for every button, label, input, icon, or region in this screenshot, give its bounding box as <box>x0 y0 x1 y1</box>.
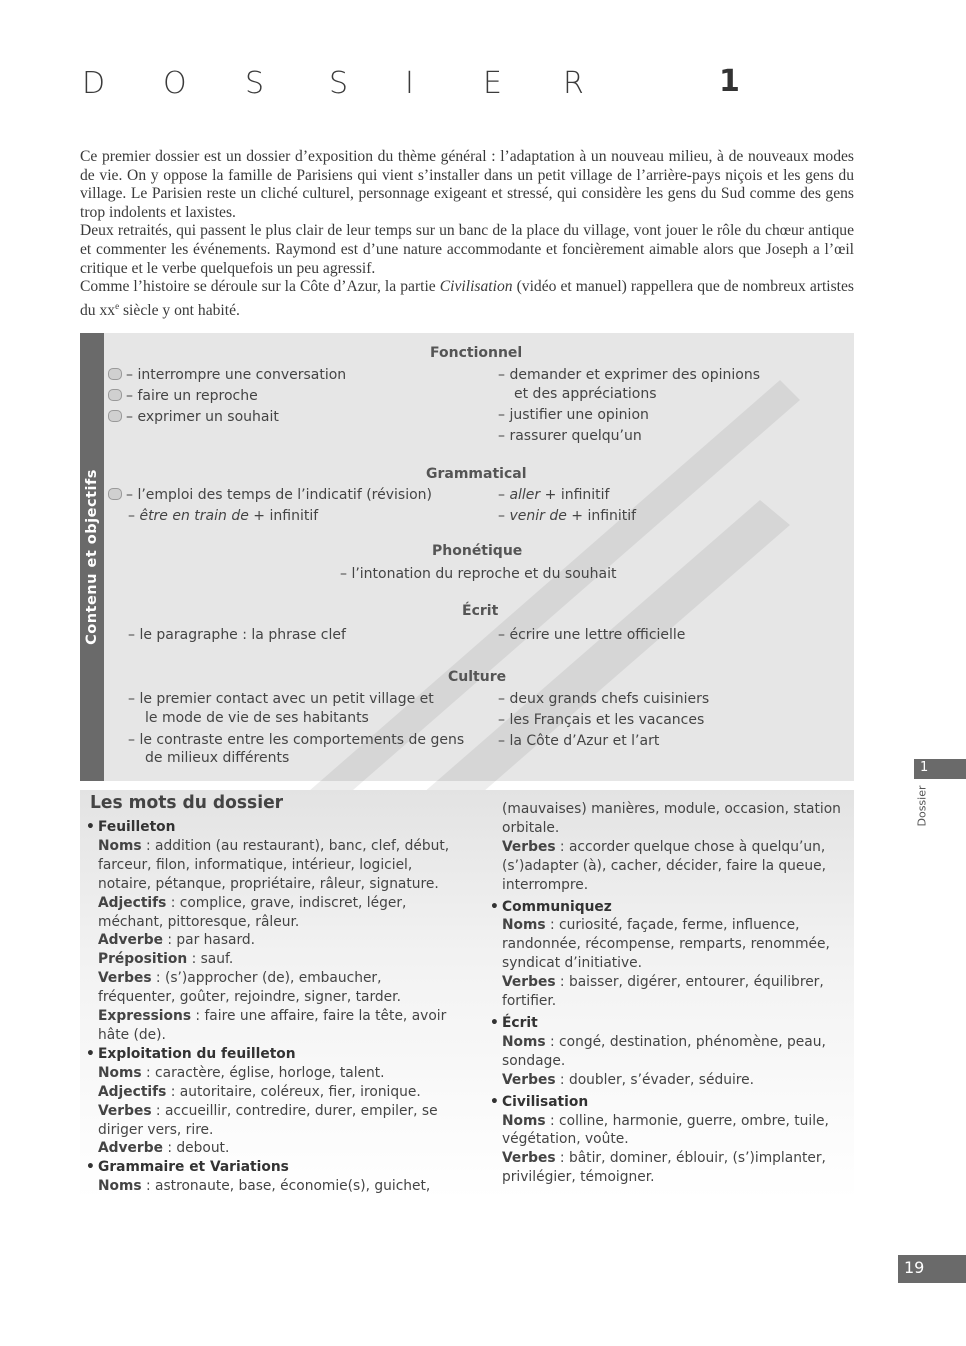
title-letter: D <box>82 66 106 101</box>
vocabulary-entry <box>490 838 842 895</box>
objective-text: – l’emploi des temps de l’indicatif (révision) <box>126 487 432 503</box>
entry-label: Noms <box>98 837 142 854</box>
vocabulary-category: • Exploitation du feuilleton <box>86 1045 296 1062</box>
entry-text: : colline, harmonie, guerre, ombre, tuile, végétation, voûte. <box>502 1112 829 1148</box>
entry-text: : doubler, s’évader, séduire. <box>555 1071 755 1088</box>
entry-text: : congé, destination, phénomène, peau, sondage. <box>502 1033 826 1069</box>
objective-item: de milieux différents <box>145 750 290 766</box>
category-heading: Feuilleton <box>98 819 176 835</box>
title-letter: S <box>245 66 265 101</box>
objective-text: – exprimer un souhait <box>126 409 279 425</box>
entry-text: : caractère, église, horloge, talent. <box>141 1064 385 1081</box>
entry-label: Adjectifs <box>98 1083 167 1100</box>
entry-text: : astronaute, base, économie(s), guichet, <box>141 1178 431 1195</box>
entry-label: Adverbe <box>98 1140 163 1157</box>
entry-text: : complice, grave, indiscret, léger, méchant, pittoresque, râleur. <box>98 894 407 930</box>
dossier-tab-label: Dossier <box>915 785 929 827</box>
vocabulary-category: • Communiquez <box>490 898 612 915</box>
entry-text: : autoritaire, coléreux, fier, ironique. <box>166 1083 421 1100</box>
entry-label: Noms <box>98 1178 142 1195</box>
objective-text: + infinitif <box>540 487 610 503</box>
intro-text-part: (vidéo et manuel) rappellera que de nombreux artistes du xx <box>80 278 854 319</box>
entry-label: Verbes <box>502 838 556 855</box>
cd-icon <box>108 368 122 380</box>
vocabulary-entry <box>490 916 842 973</box>
objective-item: le mode de vie de ses habitants <box>145 710 369 726</box>
entry-text: : faire une affaire, faire la tête, avoir hâte (de). <box>98 1008 447 1043</box>
title-letter: O <box>163 66 187 101</box>
category-heading: Civilisation <box>502 1093 589 1110</box>
title-letter: I <box>405 66 414 101</box>
objective-item: – les Français et les vacances <box>498 712 705 728</box>
category-heading: Grammaire et Variations <box>98 1159 289 1176</box>
objective-item: – rassurer quelqu’un <box>498 428 642 444</box>
objective-italic: venir de <box>509 508 567 524</box>
entry-label: Verbes <box>98 1102 152 1119</box>
objectives-side-label: Contenu et objectifs <box>84 469 100 645</box>
vocabulary-title: Les mots du dossier <box>90 792 284 813</box>
intro-paragraph: Deux retraités, qui passent le plus clair de leur temps sur un banc de la place du village, vont jouer le rôle du chœur antique et commenter les événements. Raymond est d’une nature accommodante et foncièrement aimable alors que Joseph a l’œil critique et le verbe quelquefois un peu agressif. <box>80 222 854 277</box>
cd-icon <box>108 410 122 422</box>
entry-label: Noms <box>502 917 546 934</box>
vocabulary-entry: (mauvaises) manières, module, occasion, station orbitale. <box>502 801 841 836</box>
vocabulary-category: • Écrit <box>490 1014 538 1031</box>
objective-item: – venir de + infinitif <box>498 508 637 524</box>
vocabulary-entry <box>490 1112 842 1150</box>
vocabulary-category: • Feuilleton <box>86 819 176 835</box>
section-heading-ecrit: Écrit <box>462 603 499 619</box>
cd-icon <box>108 389 122 401</box>
entry-label: Noms <box>502 1112 546 1129</box>
intro-paragraph <box>80 278 854 320</box>
intro-text-part: Comme l’histoire se déroule sur la Côte d’Azur, la partie <box>80 278 440 296</box>
vocabulary-entry <box>86 1007 458 1045</box>
objective-item: – le paragraphe : la phrase clef <box>128 627 346 643</box>
entry-text: : accorder quelque chose à quelqu’un, (s’)adapter (à), cacher, décider, faire la queue, interrompre. <box>502 838 827 893</box>
vocabulary-entry <box>86 1102 458 1140</box>
category-heading: Exploitation du feuilleton <box>98 1045 296 1062</box>
entry-text: : bâtir, dominer, éblouir, (s’)implanter, privilégier, témoigner. <box>502 1150 826 1186</box>
dossier-tab-number: 1 <box>920 760 929 775</box>
entry-label: Verbes <box>98 970 152 987</box>
vocabulary-right-column <box>490 800 842 1187</box>
objective-item <box>108 408 279 426</box>
vocabulary-entry <box>86 894 458 932</box>
entry-text: : sauf. <box>187 951 234 968</box>
vocabulary-entry <box>86 1177 458 1196</box>
objective-item: – aller + infinitif <box>498 487 610 503</box>
entry-text: : curiosité, façade, ferme, influence, randonnée, récompense, remparts, renommée, syndicat d’initiative. <box>502 917 830 972</box>
objective-text: + infinitif <box>566 508 637 524</box>
entry-label: Préposition <box>98 951 188 968</box>
entry-label: Expressions <box>98 1008 192 1025</box>
intro-paragraph: Ce premier dossier est un dossier d’exposition du thème général : l’adaptation à un nouveau milieu, à de nouveaux modes de vie. On y oppose la famille de Parisiens qui vient s’installer dans un petit village de l’arrière-pays niçois et les gens du village. Le Parisien reste un cliché culturel, personnage exigeant et stressé, qui considère les gens du Sud comme des gens trop indolents et laxistes. <box>80 148 854 221</box>
objective-item <box>108 387 258 405</box>
title-letter: E <box>483 66 502 101</box>
category-heading: Communiquez <box>502 898 612 915</box>
objective-italic: aller <box>509 487 541 503</box>
dossier-number: 1 <box>719 64 740 99</box>
objective-item: – justifier une opinion <box>498 407 649 423</box>
vocabulary-entry <box>86 931 458 950</box>
section-heading-grammatical: Grammatical <box>426 466 527 482</box>
vocabulary-category: • Civilisation <box>490 1093 589 1110</box>
vocabulary-entry <box>86 950 458 969</box>
objective-item: – demander et exprimer des opinions <box>498 367 761 383</box>
entry-label: Verbes <box>502 1071 556 1088</box>
section-heading-phonetique: Phonétique <box>432 543 523 559</box>
title-letter: S <box>329 66 349 101</box>
entry-text: : par hasard. <box>162 932 256 949</box>
entry-label: Adjectifs <box>98 894 167 911</box>
objective-text: – faire un reproche <box>126 388 258 404</box>
entry-label: Verbes <box>502 1150 556 1167</box>
entry-text: : (s’)approcher (de), embaucher, fréquenter, goûter, rejoindre, signer, tarder. <box>98 970 401 1006</box>
objective-text: + infinitif <box>248 508 319 524</box>
objective-item <box>108 486 432 504</box>
vocabulary-entry <box>86 1064 458 1083</box>
objective-item: – écrire une lettre officielle <box>498 627 686 643</box>
objective-item <box>108 366 346 384</box>
section-heading-culture: Culture <box>448 669 507 685</box>
section-heading-fonctionnel: Fonctionnel <box>430 345 523 361</box>
entry-text: : accueillir, contredire, durer, empiler, se diriger vers, rire. <box>98 1102 438 1138</box>
entry-label: Adverbe <box>98 932 163 949</box>
intro-superscript: e <box>115 300 120 311</box>
intro-text-part: siècle y ont habité. <box>119 301 240 319</box>
vocabulary-left-column <box>86 818 458 1196</box>
vocabulary-entry <box>490 1033 842 1071</box>
vocabulary-entry <box>86 969 458 1007</box>
cd-icon <box>108 488 122 500</box>
page-number: 19 <box>904 1258 925 1277</box>
dossier-tab <box>914 759 966 779</box>
entry-label: Verbes <box>502 974 556 991</box>
vocabulary-entry <box>86 1139 458 1158</box>
entry-label: Noms <box>502 1033 546 1050</box>
vocabulary-entry <box>86 837 458 894</box>
objective-italic: être en train de <box>139 508 249 524</box>
objective-item: – le premier contact avec un petit village et <box>128 691 434 707</box>
objective-text: – interrompre une conversation <box>126 367 347 383</box>
entry-text: : debout. <box>162 1140 230 1157</box>
objective-item: – deux grands chefs cuisiniers <box>498 691 710 707</box>
objective-item: – l’intonation du reproche et du souhait <box>340 566 617 582</box>
title-letter: R <box>563 66 584 101</box>
objective-item: – le contraste entre les comportements de gens <box>128 732 465 748</box>
objective-item: – la Côte d’Azur et l’art <box>498 733 660 749</box>
objective-item: et des appréciations <box>514 386 657 402</box>
vocabulary-entry <box>490 1071 842 1090</box>
vocabulary-category: • Grammaire et Variations <box>86 1159 289 1176</box>
vocabulary-entry <box>490 973 842 1011</box>
entry-text: : addition (au restaurant), banc, clef, début, farceur, filon, informatique, intérieur, logiciel, notaire, pétanque, propriétaire, râleur, signature. <box>98 837 450 892</box>
intro-italic: Civilisation <box>439 278 513 296</box>
entry-label: Noms <box>98 1064 142 1081</box>
vocabulary-entry <box>86 1083 458 1102</box>
entry-text: : baisser, digérer, entourer, équilibrer, fortifier. <box>502 974 824 1010</box>
intro-text <box>80 148 854 321</box>
vocabulary-entry <box>490 1149 842 1187</box>
page-number-badge <box>898 1255 966 1283</box>
category-heading: Écrit <box>502 1014 538 1031</box>
objective-item: – être en train de + infinitif <box>128 508 319 524</box>
